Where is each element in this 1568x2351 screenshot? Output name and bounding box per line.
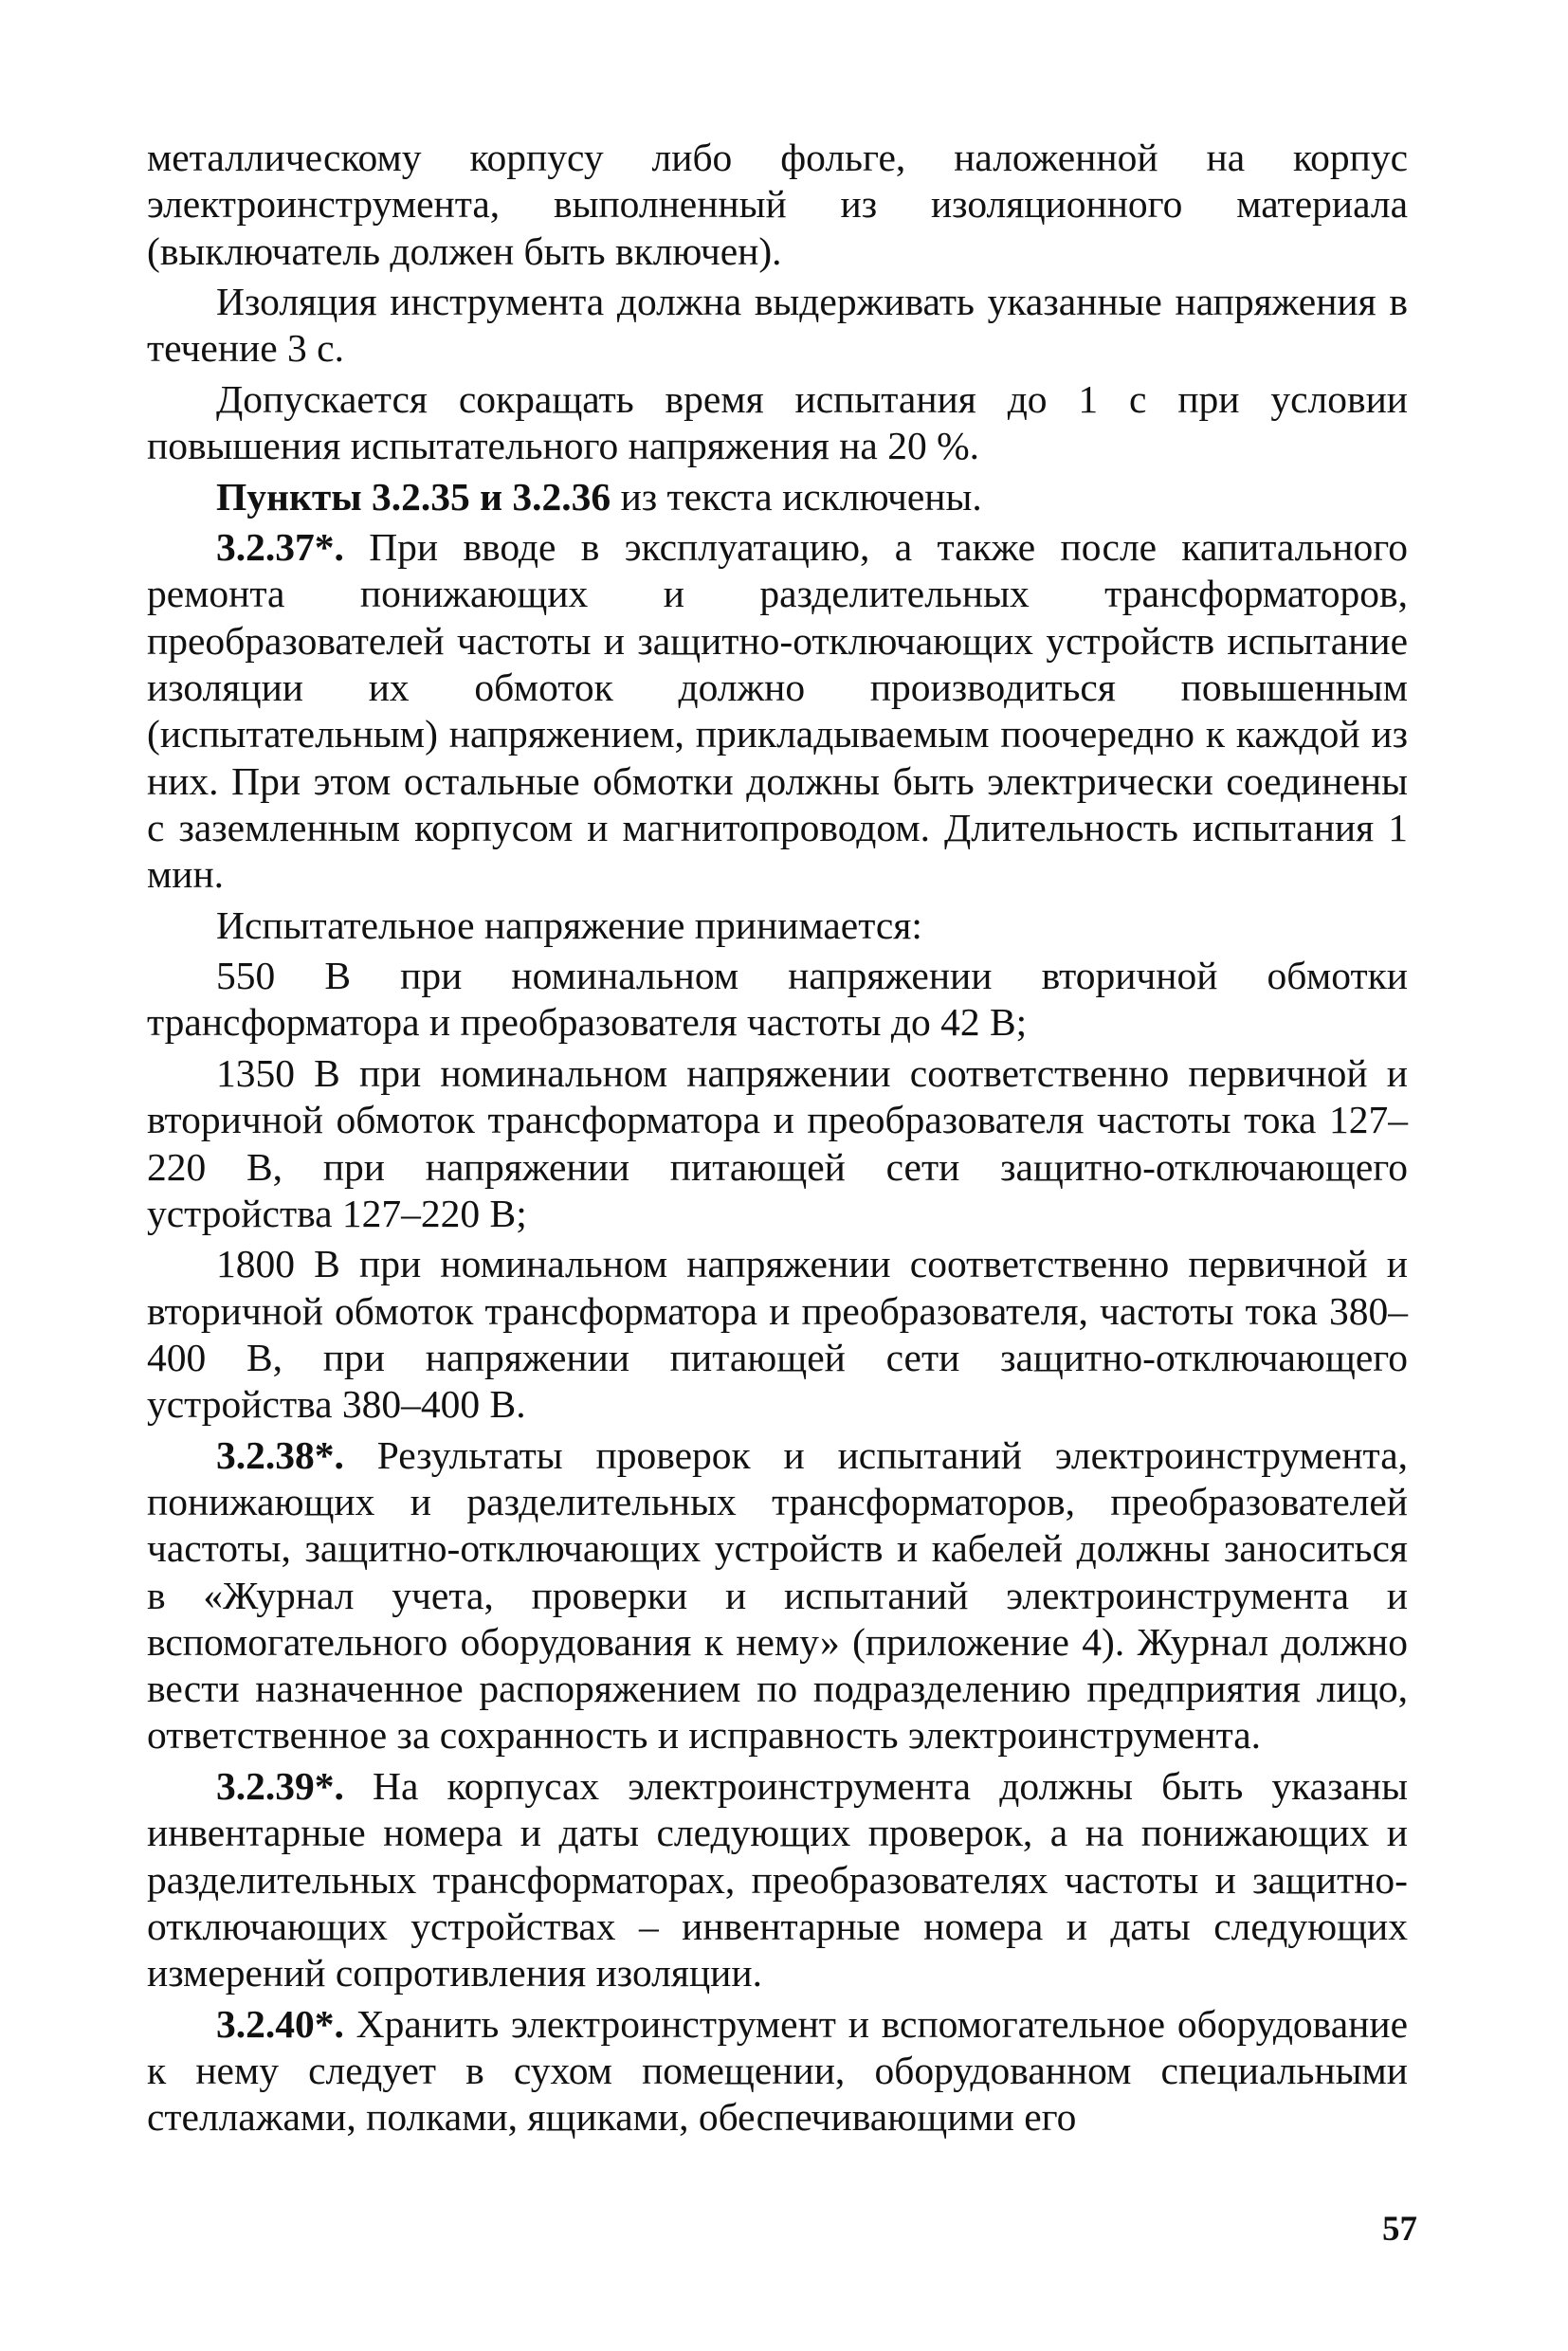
body-text (147, 135, 1408, 2145)
paragraph-text: Хранить электроинструмент и вспомогательное оборудование к нему следует в сухом помещении, оборудованном специальными стеллажами, полками, ящиками, обеспечивающими его (147, 2001, 1408, 2140)
paragraph-text: 550 В при номинальном напряжении вторичной обмотки трансформатора и преобразователя частоты до 42 В; (147, 954, 1408, 1045)
paragraph (147, 1432, 1408, 1759)
paragraph (147, 135, 1408, 275)
paragraph-text: Результаты проверок и испытаний электроинструмента, понижающих и разделительных трансформаторов, преобразователей частоты, защитно-отключающих устройств и кабелей должны заноситься в «Журнал учета, проверки и испытаний электроинструмента и вспомогательного оборудования к нему» (приложение 4). Журнал должно вести назначенное распоряжением по подразделению предприятия лицо, ответственное за сохранность и исправность электроинструмента. (147, 1432, 1408, 1758)
paragraph-text: металлическому корпусу либо фольге, наложенной на корпус электроинструмента, выполненный из изоляционного материала (выключатель должен быть включен). (147, 136, 1408, 273)
paragraph-bold-lead: 3.2.38*. (216, 1432, 344, 1477)
paragraph-text: 1350 В при номинальном напряжении соответственно первичной и вторичной обмоток трансформатора и преобразователя частоты тока 127–220 В, при напряжении питающей сети защитно-отключающего устройства 127–220 В; (147, 1050, 1408, 1235)
paragraph (147, 1050, 1408, 1237)
paragraph (147, 524, 1408, 898)
paragraph (147, 2001, 1408, 2141)
paragraph (147, 279, 1408, 373)
paragraph (147, 376, 1408, 470)
paragraph-text: Изоляция инструмента должна выдерживать указанные напряжения в течение 3 с. (147, 280, 1408, 371)
paragraph-text: Испытательное напряжение принимается: (216, 902, 922, 947)
paragraph-text: На корпусах электроинструмента должны быть указаны инвентарные номера и даты следующих проверок, а на понижающих и разделительных трансформаторах, преобразователях частоты и защитно-отключающих устройствах – инвентарные номера и даты следующих измерений сопротивления изоляции. (147, 1763, 1408, 1996)
paragraph-bold-lead: 3.2.37*. (216, 525, 344, 570)
paragraph (147, 953, 1408, 1047)
paragraph-text: При вводе в эксплуатацию, а также после капитального ремонта понижающих и разделительных трансформаторов, преобразователей частоты и защитно-отключающих устройств испытание изоляции их обмоток должно производиться повышенным (испытательным) напряжением, прикладываемым поочередно к каждой из них. При этом остальные обмотки должны быть электрически соединены с заземленным корпусом и магнитопроводом. Длительность испытания 1 мин. (147, 525, 1408, 897)
paragraph-bold-lead: 3.2.39*. (216, 1763, 344, 1808)
paragraph (147, 1763, 1408, 1996)
page-number: 57 (1382, 2210, 1417, 2249)
paragraph-bold-lead: 3.2.40*. (216, 2001, 344, 2046)
paragraph-text: 1800 В при номинальном напряжении соответственно первичной и вторичной обмоток трансформатора и преобразователя, частоты тока 380–400 В, при напряжении питающей сети защитно-отключающего устройства 380–400 В. (147, 1242, 1408, 1427)
paragraph-bold-lead: Пункты 3.2.35 и 3.2.36 (216, 474, 611, 519)
paragraph (147, 902, 1408, 949)
paragraph-text: из текста исключены. (611, 474, 982, 519)
paragraph (147, 474, 1408, 520)
paragraph (147, 1241, 1408, 1428)
paragraph-text: Допускается сокращать время испытания до 1 с при условии повышения испытательного напряжения на 20 %. (147, 376, 1408, 468)
